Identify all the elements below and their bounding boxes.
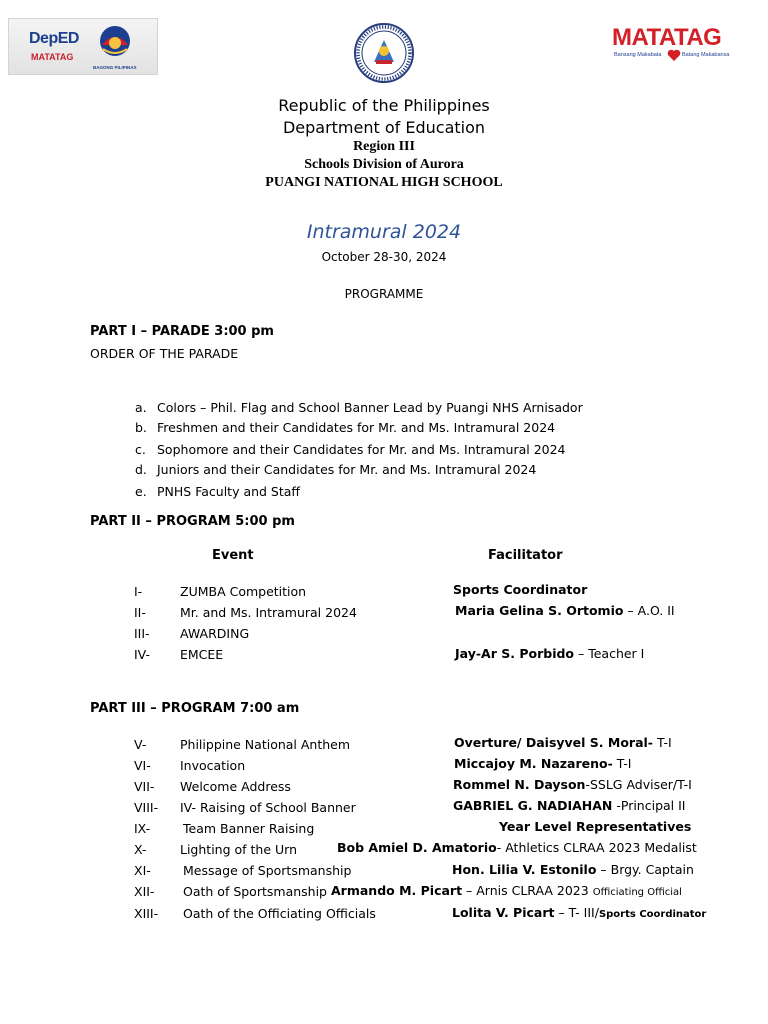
parade-item-text: PNHS Faculty and Staff: [157, 484, 301, 499]
row-event: EMCEE: [180, 647, 224, 662]
facilitator-name: Jay-Ar S. Porbido: [455, 646, 575, 661]
row-facilitator: [331, 883, 682, 898]
parade-item-mark: a.: [135, 400, 147, 415]
facilitator-name: Maria Gelina S. Ortomio: [455, 603, 624, 618]
row-number: I-: [134, 584, 143, 599]
row-facilitator: [455, 603, 675, 618]
row-event: AWARDING: [180, 626, 250, 641]
matatag-logo-text: MATATAG: [612, 24, 722, 51]
row-event: Oath of Sportsmanship: [183, 884, 327, 899]
row-number: III-: [134, 626, 150, 641]
matatag-tagline-right: Batang Makabansa: [682, 52, 730, 58]
facilitator-name: Overture/ Daisyvel S. Moral-: [454, 735, 653, 750]
row-facilitator: [454, 735, 672, 750]
bagong-pilipinas-emblem-icon: [97, 23, 133, 63]
row-number: XI-: [134, 863, 151, 878]
facilitator-role: -SSLG Adviser/T-I: [585, 777, 692, 792]
column-header-event: Event: [212, 548, 254, 563]
part2-heading: PART II – PROGRAM 5:00 pm: [90, 514, 295, 529]
facilitator-name: GABRIEL G. NADIAHAN: [453, 798, 613, 813]
facilitator-role: T-I: [653, 735, 672, 750]
page-title: Intramural 2024: [306, 221, 462, 243]
programme-label: PROGRAMME: [344, 287, 424, 301]
row-facilitator: [454, 756, 632, 771]
header-school: PUANGI NATIONAL HIGH SCHOOL: [265, 175, 503, 190]
part1-heading: PART I – PARADE 3:00 pm: [90, 324, 274, 339]
facilitator-role: -Principal II: [612, 798, 686, 813]
heart-icon: [667, 48, 681, 62]
row-facilitator: [452, 862, 694, 877]
row-number: VIII-: [134, 800, 159, 815]
facilitator-role: T-I: [612, 756, 632, 771]
parade-item-text: Juniors and their Candidates for Mr. and Ms. Intramural 2024: [157, 462, 537, 477]
row-event: Welcome Address: [180, 779, 291, 794]
matatag-tagline-left: Bansang Makabata: [614, 52, 662, 58]
matatag-small-text: MATATAG: [31, 52, 74, 62]
row-event: Lighting of the Urn: [180, 842, 297, 857]
row-number: V-: [134, 737, 147, 752]
parade-item-mark: e.: [135, 484, 147, 499]
row-event: Oath of the Officiating Officials: [183, 906, 376, 921]
event-date: October 28-30, 2024: [321, 250, 447, 264]
row-event: Philippine National Anthem: [180, 737, 351, 752]
facilitator-role: – T- III/: [554, 905, 599, 920]
parade-item-mark: b.: [135, 420, 147, 435]
row-facilitator: [453, 777, 692, 792]
row-facilitator: [337, 840, 697, 855]
facilitator-name: Year Level Representatives: [499, 819, 692, 834]
facilitator-name: Lolita V. Picart: [452, 905, 555, 920]
row-number: XIII-: [134, 906, 159, 921]
facilitator-name: Rommel N. Dayson: [453, 777, 586, 792]
row-facilitator: [453, 582, 587, 597]
facilitator-role: – Teacher I: [574, 646, 645, 661]
facilitator-role-note: Sports Coordinator: [598, 909, 707, 920]
matatag-logo: [610, 22, 745, 70]
facilitator-name: Sports Coordinator: [453, 582, 588, 597]
header-republic: Republic of the Philippines: [278, 96, 490, 115]
header-division: Schools Division of Aurora: [304, 157, 464, 172]
row-event: Message of Sportsmanship: [183, 863, 352, 878]
row-number: IV-: [134, 647, 151, 662]
row-facilitator: [455, 646, 644, 661]
part1-subheading: ORDER OF THE PARADE: [90, 346, 239, 361]
row-number: VII-: [134, 779, 155, 794]
parade-item-text: Colors – Phil. Flag and School Banner Lead by Puangi NHS Arnisador: [157, 400, 583, 415]
column-header-facilitator: Facilitator: [488, 548, 563, 563]
parade-item-mark: c.: [135, 442, 146, 457]
row-number: II-: [134, 605, 146, 620]
row-number: IX-: [134, 821, 151, 836]
row-facilitator: [499, 819, 691, 834]
row-event: ZUMBA Competition: [180, 584, 307, 599]
row-facilitator: [453, 798, 686, 813]
row-number: X-: [134, 842, 147, 857]
facilitator-role: – A.O. II: [623, 603, 675, 618]
facilitator-role: – Arnis CLRAA 2023: [462, 883, 593, 898]
row-event: Invocation: [180, 758, 246, 773]
parade-item-text: Sophomore and their Candidates for Mr. and Ms. Intramural 2024: [157, 442, 566, 457]
facilitator-name: Armando M. Picart: [331, 883, 463, 898]
header-region: Region III: [353, 139, 415, 154]
header-department: Department of Education: [282, 118, 486, 137]
deped-bagong-pilipinas-logo: [8, 18, 158, 75]
part3-heading: PART III – PROGRAM 7:00 am: [90, 701, 300, 716]
row-event: Team Banner Raising: [183, 821, 315, 836]
parade-item-mark: d.: [135, 462, 147, 477]
bagong-pilipinas-caption: BAGONG PILIPINAS: [93, 65, 137, 70]
row-facilitator: [452, 905, 706, 920]
deped-seal-icon: [348, 22, 420, 84]
row-event: Mr. and Ms. Intramural 2024: [180, 605, 357, 620]
deped-logo-text: DepED: [29, 30, 79, 47]
facilitator-name: Hon. Lilia V. Estonilo: [452, 862, 597, 877]
facilitator-role: – Brgy. Captain: [596, 862, 694, 877]
parade-item-text: Freshmen and their Candidates for Mr. and Ms. Intramural 2024: [157, 420, 556, 435]
row-number: XII-: [134, 884, 155, 899]
facilitator-role: - Athletics CLRAA 2023 Medalist: [496, 840, 697, 855]
facilitator-name: Miccajoy M. Nazareno-: [454, 756, 613, 771]
row-event: IV- Raising of School Banner: [180, 800, 356, 815]
facilitator-role-note: Officiating Official: [592, 887, 682, 898]
row-number: VI-: [134, 758, 151, 773]
facilitator-name: Bob Amiel D. Amatorio: [337, 840, 497, 855]
